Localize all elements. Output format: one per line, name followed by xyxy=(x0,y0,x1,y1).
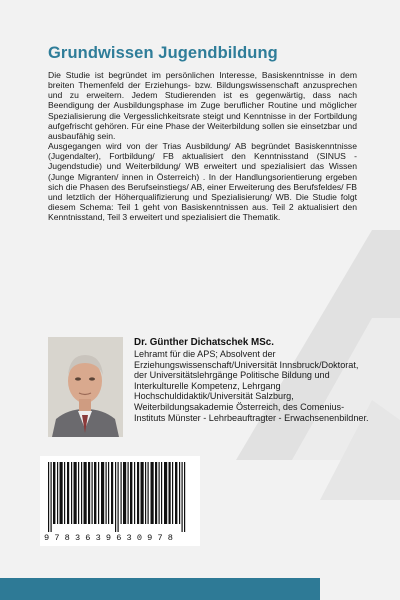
author-photo xyxy=(48,337,123,437)
author-name: Dr. Günther Dichatschek MSc. xyxy=(134,337,274,348)
author-info xyxy=(134,337,374,423)
book-description xyxy=(48,70,357,222)
isbn-barcode xyxy=(40,456,200,546)
isbn-digits: 9 7 8 3 6 3 9 6 3 0 9 7 8 xyxy=(44,533,173,543)
author-bio: Lehramt für die APS; Absolvent der Erziehungswissenschaft/Universität Innsbruck/Doktorat, der Universitätslehrgänge Politische Bildung und Interkulturelle Kompetenz, Lehrgang Hochschuldidaktik/Universität Salzburg, Weiterbildungsakademie Österreich, des Comenius-Instituts Münster - Lehrbeauftragter - Erwachsenenbildner. xyxy=(134,349,369,423)
description-paragraph: Die Studie ist begründet im persönlichen Interesse, Basiskenntnisse in dem breiten Themenfeld der Erziehungs- bzw. Bildungswissenschaft anzusprechen und zu erweitern. Jedem Studierenden ist es gegenwärtig, dass nach Beendigung der Ausbildungsphase im Zuge beruflicher Routine und möglicher Spezialisierung die Vergesslichkeitsrate steigt und Kenntnisse in der Fortbildung aufgefrischt gehören. Für eine Phase der Weiterbildung sollen sie einsetzbar und ausbaufähig sein. xyxy=(48,70,357,141)
footer-band xyxy=(0,578,320,600)
book-title: Grundwissen Jugendbildung xyxy=(48,44,278,62)
description-paragraph: Ausgegangen wird von der Trias Ausbildung/ AB begründet Basiskenntnisse (Jugendalter), Fortbildung/ FB aktualisiert den Kenntnisstand (SINUS - Jugendstudie) und Weiterbildung/ WB erweitert und spezialisiert das Wissen (Junge Migranten/ innen in Österreich) . In der Handlungsorientierung ergeben sich die Phasen des Berufseinstiegs/ AB, einer Erweiterung des Berufsfeldes/ FB und letztlich der Höherqualifizierung und Spezialisierung/ WB. Die Studie folgt diesem Schema: Teil 1 geht von Basiskenntnissen aus. Teil 2 aktualisiert den Kenntnisstand, Teil 3 erweitert und spezialisiert die Thematik. xyxy=(48,141,357,223)
